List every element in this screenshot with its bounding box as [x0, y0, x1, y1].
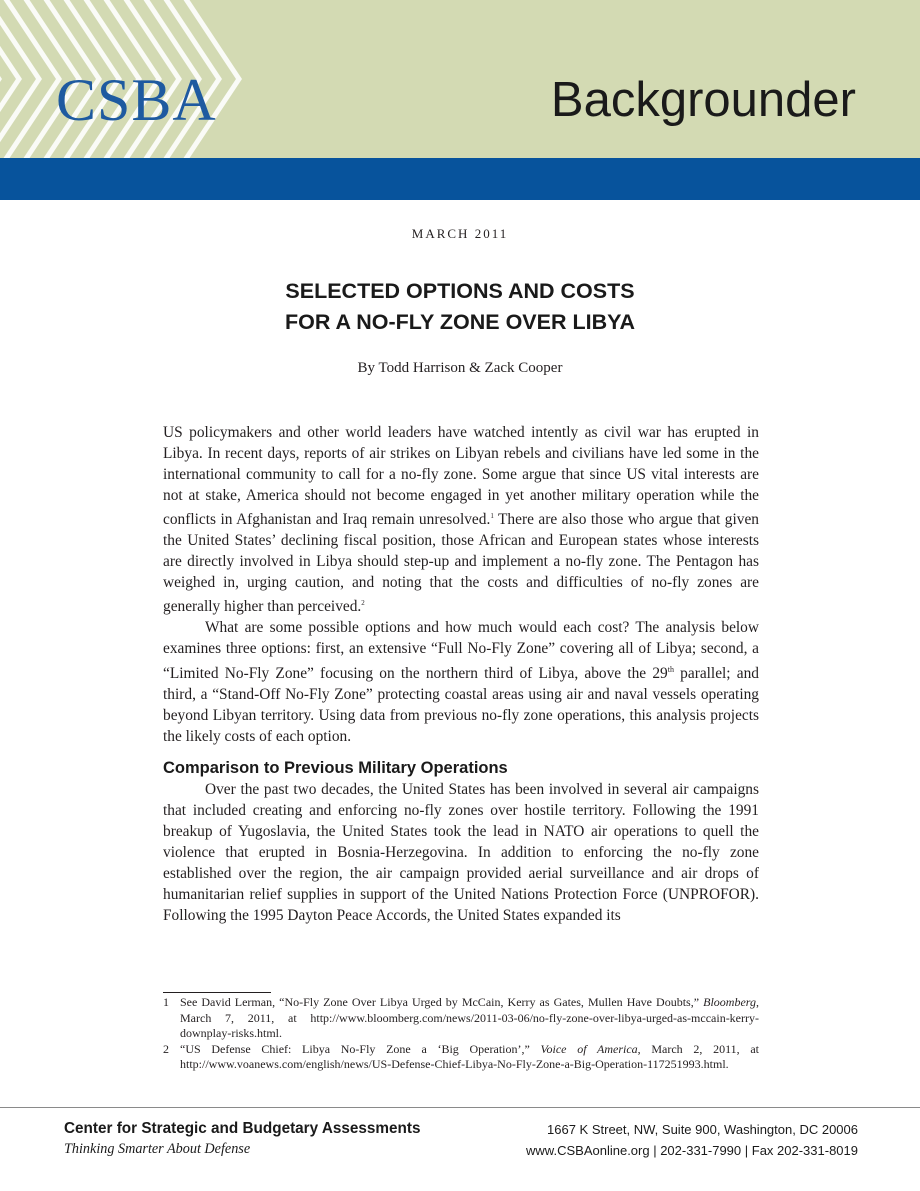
footer-divider	[0, 1107, 920, 1108]
byline: By Todd Harrison & Zack Cooper	[357, 360, 563, 376]
footnotes	[163, 995, 759, 1073]
footnote-ref-1[interactable]: 1	[490, 512, 494, 520]
footer-tagline: Thinking Smarter About Defense	[64, 1141, 251, 1157]
footer-organization: Center for Strategic and Budgetary Assessments	[64, 1120, 421, 1137]
body-text	[163, 422, 759, 926]
footer-address: 1667 K Street, NW, Suite 900, Washington, DC 20006	[547, 1122, 858, 1137]
paragraph-1: US policymakers and other world leaders have watched intently as civil war has erupted in Libya. In recent days, reports of air strikes on Libyan rebels and civilians have led some in the international community to call for a no-fly zone. Some argue that since US vital interests are not at stake, America should not become engaged in yet another military operation while the conflicts in Afghanistan and Iraq remain unresolved.$^1$ There are also those who argue that given the United States’ declining fiscal position, those African and European states whose interests are directly involved in Libya should step-up and implement a no-fly zone. The Pentagon has weighed in, urging caution, and noting that the costs and difficulties of no-fly zones are generally higher than perceived.$^2$	[163, 424, 759, 616]
publication-date: MARCH 2011	[411, 226, 509, 241]
csba-logo: CSBA	[56, 67, 217, 133]
paragraph-3: Over the past two decades, the United States has been involved in several air campaigns that included creating and enforcing no-fly zones over hostile territory. Following the 1991 breakup of Yugoslavia, the United States took the lead in NATO air operations to quell the violence that erupted in Bosnia-Herzegovina. In addition to enforcing the no-fly zone established over the region, the air campaign provided aerial surveillance and air drops of humanitarian relief supplies in support of the United Nations Protection Force (UNPROFOR). Following the 1995 Dayton Peace Accords, the United States expanded its	[163, 781, 759, 925]
footnote-divider	[163, 992, 271, 993]
title-line-2: FOR A NO-FLY ZONE OVER LIBYA	[284, 310, 635, 334]
section-heading: Comparison to Previous Military Operations	[163, 759, 508, 778]
paragraph-2: What are some possible options and how much would each cost? The analysis below examines three options: first, an extensive “Full No-Fly Zone” covering all of Libya; second, a “Limited No-Fly Zone” focusing on the northern third of Libya, above the 29th parallel; and third, a “Stand-Off No-Fly Zone” protecting coastal areas using air and naval vessels operating beyond Libyan territory. Using data from previous no-fly zone operations, this analysis projects the likely costs of each option.	[163, 619, 759, 746]
footnote-2: 2 “US Defense Chief: Libya No-Fly Zone a ‘Big Operation’,” Voice of America, March 2, 2011, at http://www.voanews.com/english/news/US-Defense-Chief-Libya-No-Fly-Zone-a-Big-Operation-117251993.html.	[163, 1041, 759, 1071]
title-line-1: SELECTED OPTIONS AND COSTS	[285, 279, 635, 303]
header-band	[0, 0, 920, 158]
footnote-1: 1 See David Lerman, “No-Fly Zone Over Libya Urged by McCain, Kerry as Gates, Mullen Have Doubts,” Bloomberg, March 7, 2011, at http://www.bloomberg.com/news/2011-03-06/no-fly-zone-over-libya-urged-as-mccain-kerry-downplay-risks.html.	[163, 995, 759, 1040]
document-title	[0, 276, 920, 338]
document-type-label: Backgrounder	[550, 73, 856, 127]
footer-contact[interactable]: www.CSBAonline.org | 202-331-7990 | Fax 202-331-8019	[526, 1143, 858, 1158]
header-blue-bar	[0, 158, 920, 200]
footnote-ref-2[interactable]: 2	[361, 599, 365, 608]
